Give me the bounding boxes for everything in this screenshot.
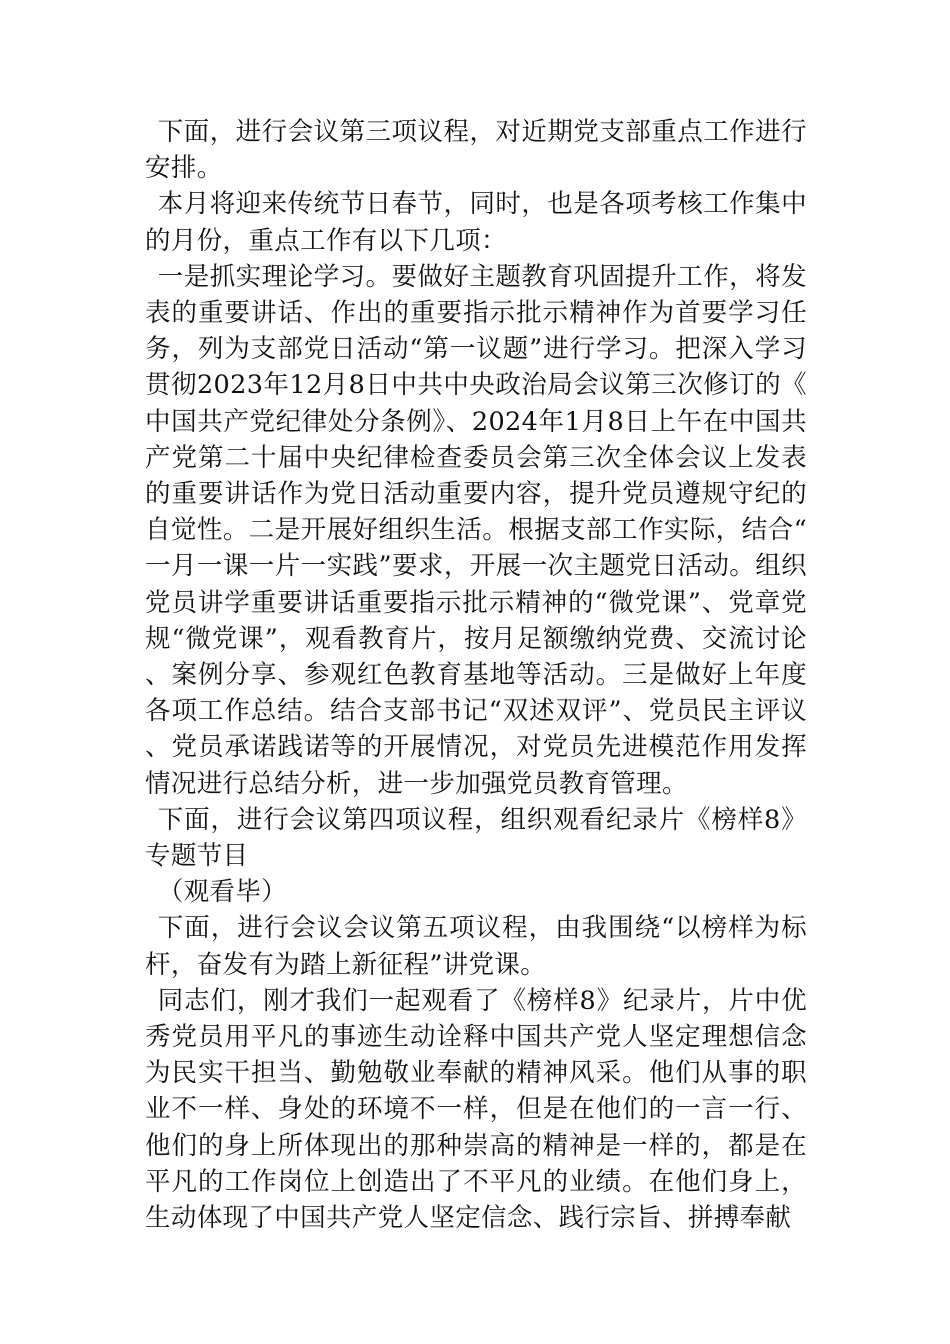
paragraph-spring-festival: 本月将迎来传统节日春节，同时，也是各项考核工作集中的月份，重点工作有以下几项： <box>145 189 807 256</box>
paragraph-comrades: 同志们，刚才我们一起观看了《榜样8》纪录片，片中优秀党员用平凡的事迹生动诠释中国共产党人坚定理想信念为民实干担当、勤勉敬业奉献的精神风采。他们从事的职业不一样、身处的环境不一样，但是在他们的一言一行、他们的身上所体现出的那种崇高的精神是一样的，都是在平凡的工作岗位上创造出了不平凡的业绩。在他们身上，生动体现了中国共产党人坚定信念、践行宗旨、拼搏奉献 <box>145 985 807 1234</box>
paragraph-agenda-four: 下面，进行会议第四项议程，组织观看纪录片《榜样8》专题节目 <box>145 804 807 872</box>
paragraph-viewing-done: （观看毕） <box>157 877 288 908</box>
paragraph-key-work: 一是抓实理论学习。要做好主题教育巩固提升工作，将发表的重要讲话、作出的重要指示批示精神作为首要学习任务，列为支部党日活动“第一议题”进行学习。把深入学习贯彻2023年12月8日中共中央政治局会议第三次修订的《中国共产党纪律处分条例》、2024年1月8日上午在中国共产党第二十届中央纪律检查委员会第三次全体会议上发表的重要讲话作为党日活动重要内容，提升党员遵规守纪的自觉性。二是开展好组织生活。根据支部工作实际，结合“一月一课一片一实践”要求，开展一次主题党日活动。组织党员讲学重要讲话重要指示批示精神的“微党课”、党章党规“微党课”，观看教育片，按月足额缴纳党费、交流讨论、案例分享、参观红色教育基地等活动。三是做好上年度各项工作总结。结合支部书记“双述双评”、党员民主评议、党员承诺践诺等的开展情况，对党员先进模范作用发挥情况进行总结分析，进一步加强党员教育管理。 <box>145 261 807 799</box>
paragraph-agenda-three: 下面，进行会议第三项议程，对近期党支部重点工作进行安排。 <box>145 117 807 184</box>
paragraph-agenda-five: 下面，进行会议会议第五项议程，由我围绕“以榜样为标杆，奋发有为踏上新征程”讲党课。 <box>145 913 807 980</box>
document-body <box>145 114 807 1236</box>
